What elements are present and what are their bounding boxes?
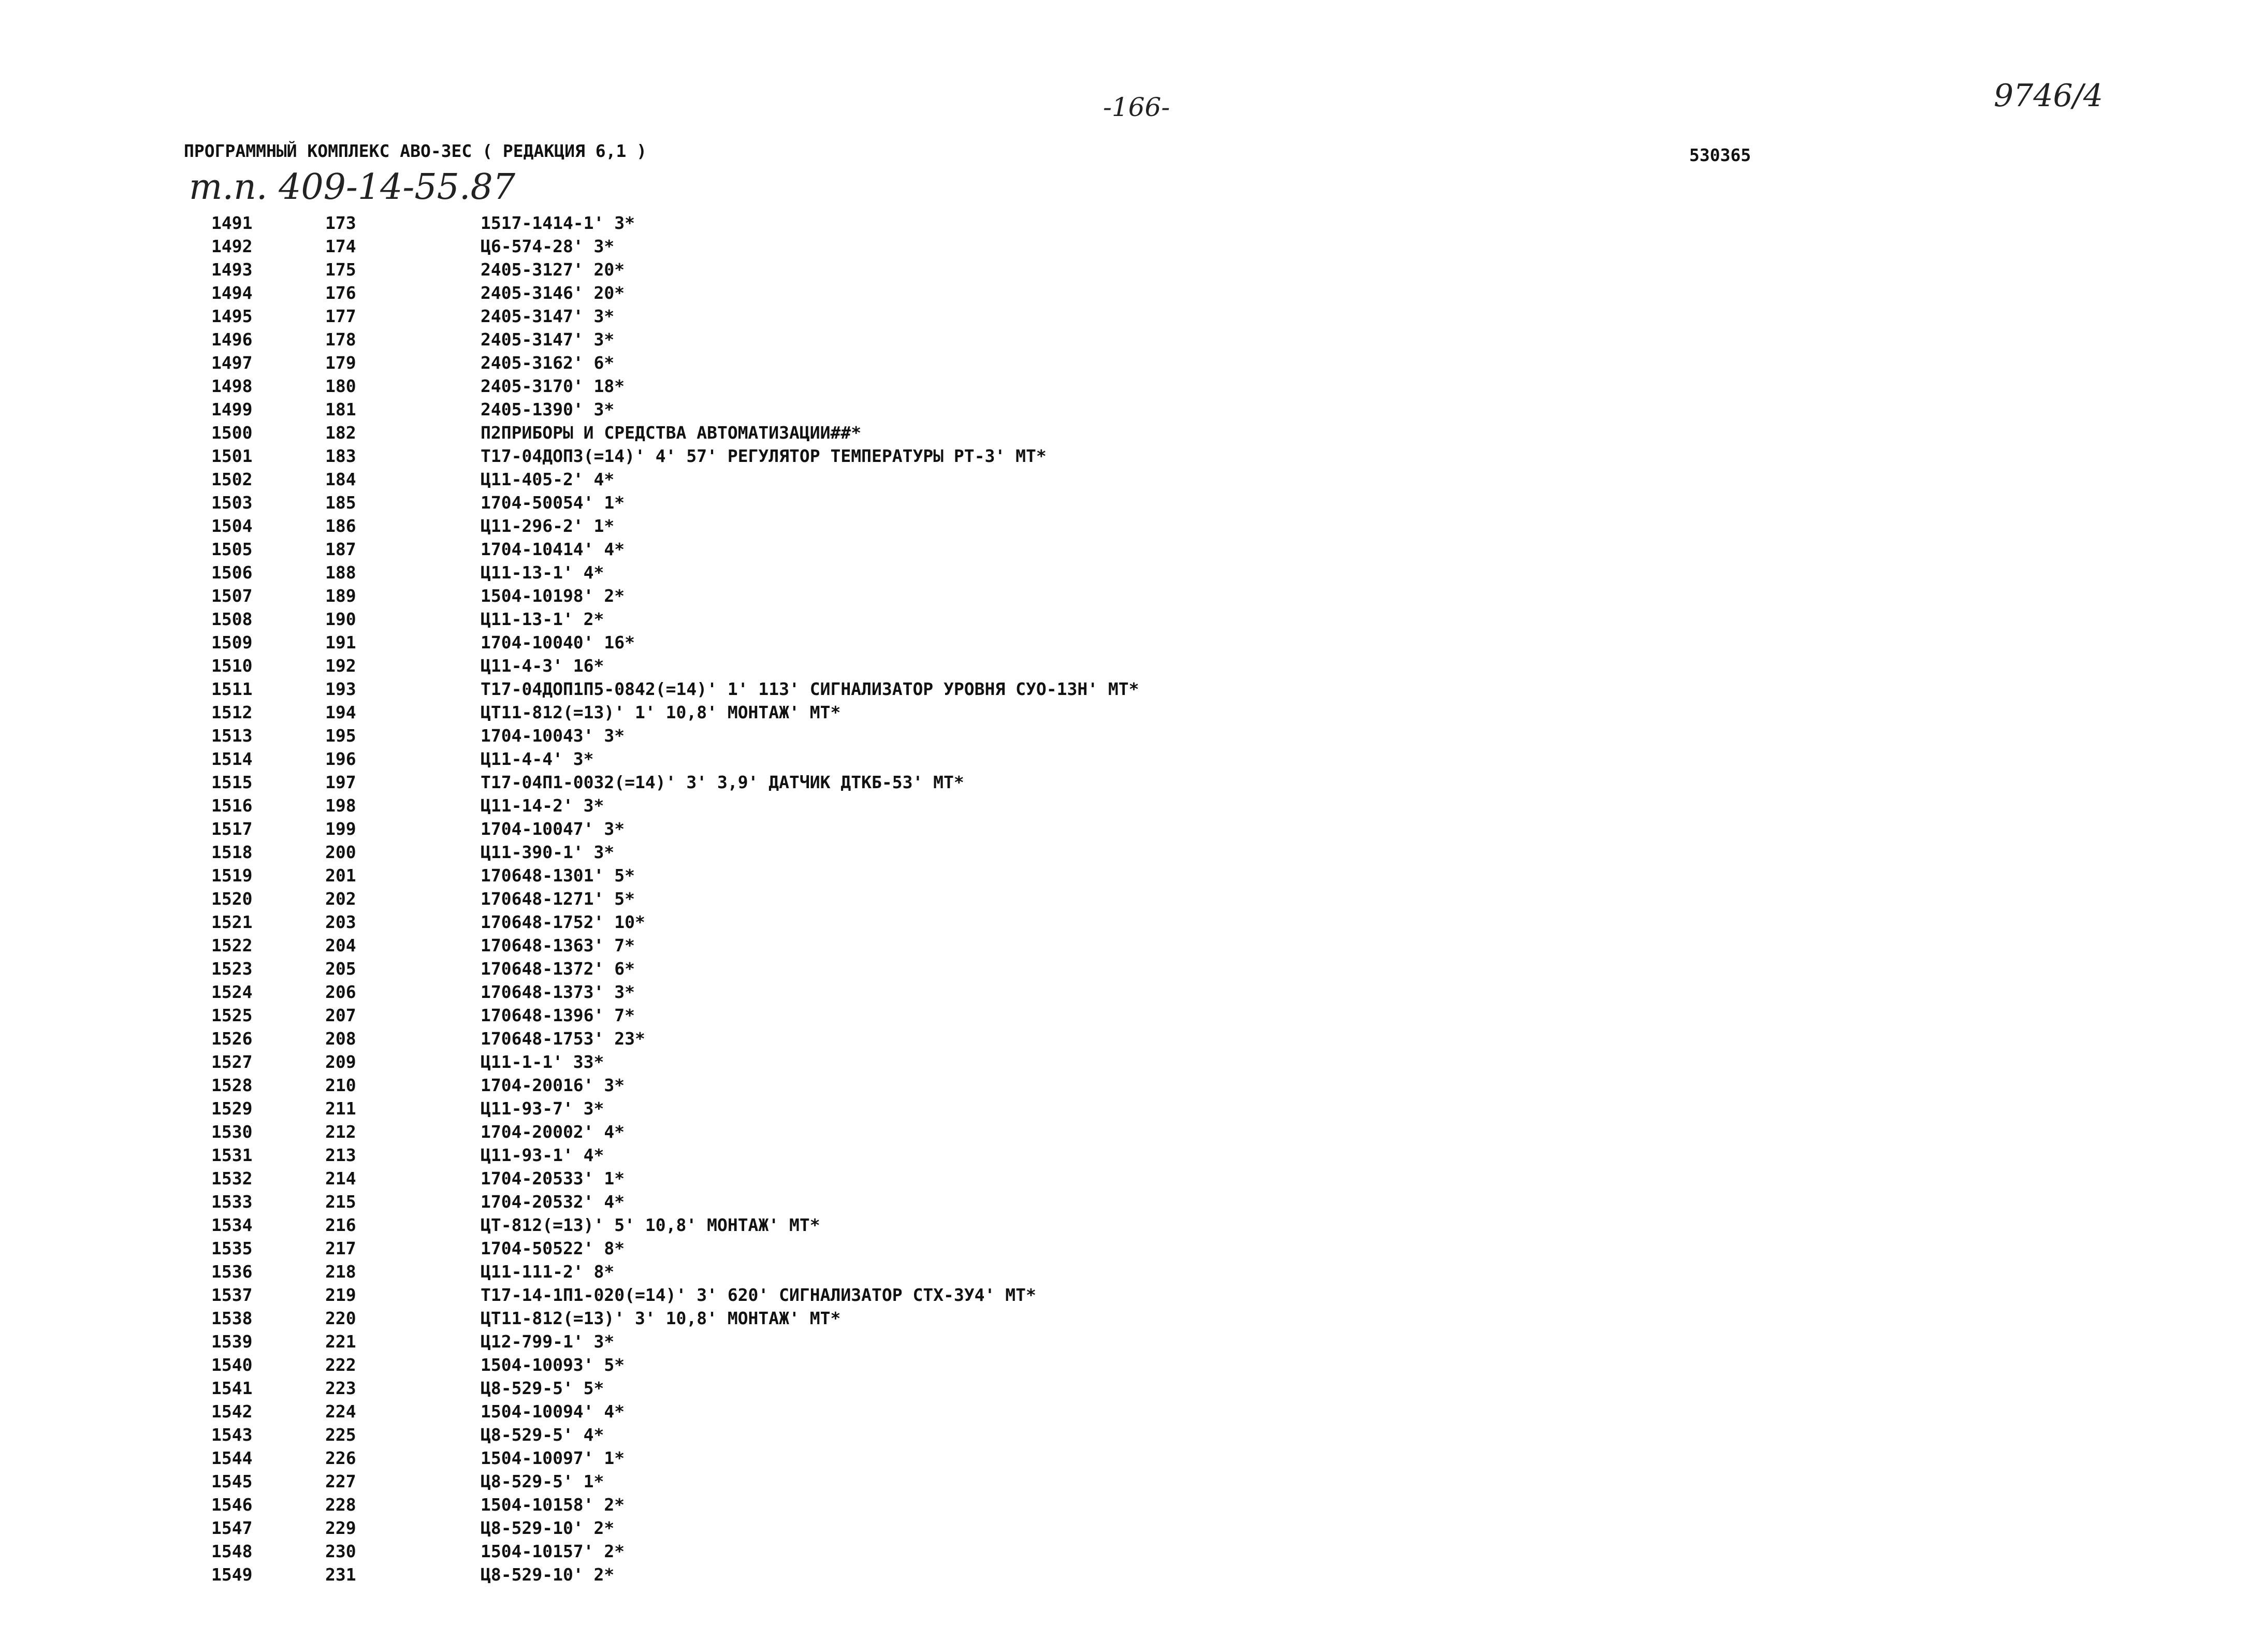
item-code: Ц8-529-5' 5* [481,1378,604,1398]
table-row [211,1540,1868,1563]
row-number: 1495 [211,306,253,326]
item-code: Т17-04ДОП1П5-0842(=14)' 1' 113' СИГНАЛИЗАТОР УРОВНЯ СУО-13Н' МТ* [481,679,1139,699]
row-number: 1548 [211,1541,253,1561]
row-number: 1526 [211,1028,253,1049]
row-number: 1516 [211,795,253,816]
table-row [211,211,1868,235]
row-number: 1530 [211,1122,253,1142]
row-number: 1522 [211,935,253,955]
table-row [211,817,1868,841]
item-code: Ц6-574-28' 3* [481,236,615,256]
table-row [211,235,1868,258]
item-code: 170648-1752' 10* [481,912,645,932]
table-row [211,351,1868,374]
item-code: 1504-10097' 1* [481,1448,625,1468]
table-row [211,1423,1868,1446]
table-row [211,1330,1868,1353]
table-row [211,1353,1868,1376]
table-row [211,1283,1868,1307]
row-number: 1527 [211,1052,253,1072]
item-code: 170648-1373' 3* [481,982,635,1002]
item-number: 220 [325,1308,356,1328]
table-row [211,607,1868,631]
item-code: Т17-04ДОП3(=14)' 4' 57' РЕГУЛЯТОР ТЕМПЕРАТУРЫ РТ-3' МТ* [481,446,1047,466]
table-row [211,980,1868,1004]
item-code: 1704-10414' 4* [481,539,625,559]
table-row [211,421,1868,444]
item-code: Ц8-529-10' 2* [481,1518,615,1538]
item-code: Ц11-13-1' 4* [481,562,604,583]
item-number: 194 [325,702,356,722]
table-row [211,887,1868,910]
row-number: 1494 [211,283,253,303]
row-number: 1518 [211,842,253,862]
item-code: 1704-20002' 4* [481,1122,625,1142]
item-code: 1704-10047' 3* [481,819,625,839]
table-row [211,677,1868,701]
item-code: Т17-14-1П1-020(=14)' 3' 620' СИГНАЛИЗАТОР СТХ-3У4' МТ* [481,1285,1036,1305]
row-number: 1517 [211,819,253,839]
row-number: 1531 [211,1145,253,1165]
row-number: 1547 [211,1518,253,1538]
table-row [211,864,1868,887]
table-row [211,747,1868,771]
table-row [211,1563,1868,1586]
item-number: 197 [325,772,356,792]
row-number: 1514 [211,749,253,769]
table-row [211,1237,1868,1260]
item-code: 2405-3146' 20* [481,283,625,303]
item-code: Ц11-390-1' 3* [481,842,615,862]
table-row [211,561,1868,584]
row-number: 1536 [211,1262,253,1282]
row-number: 1523 [211,959,253,979]
table-row [211,910,1868,934]
item-code: 170648-1372' 6* [481,959,635,979]
row-number: 1540 [211,1355,253,1375]
item-code: 1517-1414-1' 3* [481,213,635,233]
table-row [211,724,1868,747]
item-number: 199 [325,819,356,839]
item-code: Ц11-14-2' 3* [481,795,604,816]
item-code: 1704-50522' 8* [481,1238,625,1258]
item-code: Ц11-4-3' 16* [481,656,604,676]
item-number: 221 [325,1331,356,1352]
item-number: 205 [325,959,356,979]
row-number: 1503 [211,492,253,513]
item-number: 202 [325,889,356,909]
row-number: 1492 [211,236,253,256]
item-number: 185 [325,492,356,513]
table-row [211,1213,1868,1237]
item-code: 170648-1271' 5* [481,889,635,909]
row-number: 1513 [211,726,253,746]
item-code: Ц11-1-1' 33* [481,1052,604,1072]
item-number: 174 [325,236,356,256]
item-code: 1504-10158' 2* [481,1495,625,1515]
table-row [211,491,1868,514]
item-number: 176 [325,283,356,303]
item-code: 170648-1363' 7* [481,935,635,955]
document-code: 9746/4 [1994,78,2104,114]
item-code: Ц11-405-2' 4* [481,469,615,489]
item-number: 226 [325,1448,356,1468]
row-number: 1496 [211,329,253,350]
item-code: 1504-10198' 2* [481,586,625,606]
item-number: 190 [325,609,356,629]
row-number: 1544 [211,1448,253,1468]
table-row [211,328,1868,351]
item-code: 1504-10094' 4* [481,1401,625,1422]
row-number: 1491 [211,213,253,233]
item-number: 189 [325,586,356,606]
item-number: 186 [325,516,356,536]
row-number: 1521 [211,912,253,932]
item-number: 182 [325,423,356,443]
row-number: 1512 [211,702,253,722]
item-number: 198 [325,795,356,816]
row-number: 1507 [211,586,253,606]
item-code: 2405-3162' 6* [481,353,615,373]
header-title: ПРОГРАММНЫЙ КОМПЛЕКС АВО-3ЕС ( РЕДАКЦИЯ 6,1 ) [184,141,647,161]
table-row [211,258,1868,281]
row-number: 1541 [211,1378,253,1398]
table-row [211,654,1868,677]
table-row [211,305,1868,328]
table-row [211,631,1868,654]
table-row [211,1516,1868,1540]
row-number: 1533 [211,1192,253,1212]
table-row [211,584,1868,607]
table-row [211,1260,1868,1283]
table-row [211,468,1868,491]
item-number: 216 [325,1215,356,1235]
row-number: 1499 [211,399,253,419]
table-row [211,514,1868,538]
item-code: 1704-10040' 16* [481,632,635,653]
item-number: 195 [325,726,356,746]
table-row [211,1027,1868,1050]
row-number: 1515 [211,772,253,792]
item-number: 228 [325,1495,356,1515]
table-row [211,794,1868,817]
table-row [211,1470,1868,1493]
item-code: 1504-10093' 5* [481,1355,625,1375]
row-number: 1511 [211,679,253,699]
table-row [211,957,1868,980]
item-code: 170648-1396' 7* [481,1005,635,1025]
table-row [211,281,1868,305]
item-number: 187 [325,539,356,559]
item-number: 188 [325,562,356,583]
item-number: 181 [325,399,356,419]
item-number: 207 [325,1005,356,1025]
item-number: 222 [325,1355,356,1375]
item-number: 178 [325,329,356,350]
table-row [211,1050,1868,1074]
item-code: Ц11-111-2' 8* [481,1262,615,1282]
table-row [211,1190,1868,1213]
item-code: 170648-1753' 23* [481,1028,645,1049]
item-code: ЦТ-812(=13)' 5' 10,8' МОНТАЖ' МТ* [481,1215,820,1235]
item-number: 192 [325,656,356,676]
item-number: 180 [325,376,356,396]
table-row [211,374,1868,398]
item-number: 175 [325,259,356,280]
table-row [211,1307,1868,1330]
item-code: 1704-20016' 3* [481,1075,625,1095]
row-number: 1493 [211,259,253,280]
table-row [211,1446,1868,1470]
item-number: 210 [325,1075,356,1095]
item-code: 1704-20533' 1* [481,1168,625,1189]
item-number: 219 [325,1285,356,1305]
row-number: 1543 [211,1425,253,1445]
item-number: 191 [325,632,356,653]
row-number: 1504 [211,516,253,536]
row-number: 1519 [211,865,253,886]
row-number: 1537 [211,1285,253,1305]
row-number: 1528 [211,1075,253,1095]
row-number: 1524 [211,982,253,1002]
item-code: ЦТ11-812(=13)' 3' 10,8' МОНТАЖ' МТ* [481,1308,841,1328]
item-code: Ц8-529-10' 2* [481,1564,615,1585]
page-number: -166- [1103,92,1170,122]
row-number: 1510 [211,656,253,676]
table-row [211,538,1868,561]
item-number: 177 [325,306,356,326]
row-number: 1542 [211,1401,253,1422]
item-code: П2ПРИБОРЫ И СРЕДСТВА АВТОМАТИЗАЦИИ##* [481,423,862,443]
table-row [211,1074,1868,1097]
row-number: 1502 [211,469,253,489]
listing-table [211,211,1868,1586]
item-number: 223 [325,1378,356,1398]
item-number: 215 [325,1192,356,1212]
item-code: 2405-3147' 3* [481,329,615,350]
item-code: Ц11-13-1' 2* [481,609,604,629]
item-code: ЦТ11-812(=13)' 1' 10,8' МОНТАЖ' МТ* [481,702,841,722]
item-code: 170648-1301' 5* [481,865,635,886]
item-code: 2405-3170' 18* [481,376,625,396]
item-code: 1704-20532' 4* [481,1192,625,1212]
item-number: 184 [325,469,356,489]
item-number: 208 [325,1028,356,1049]
table-row [211,1493,1868,1516]
row-number: 1535 [211,1238,253,1258]
item-number: 218 [325,1262,356,1282]
row-number: 1520 [211,889,253,909]
item-number: 225 [325,1425,356,1445]
item-code: 2405-3127' 20* [481,259,625,280]
item-code: 1704-50054' 1* [481,492,625,513]
table-row [211,1167,1868,1190]
row-number: 1498 [211,376,253,396]
row-number: 1508 [211,609,253,629]
row-number: 1546 [211,1495,253,1515]
item-code: Ц8-529-5' 4* [481,1425,604,1445]
header-id: 530365 [1689,145,1751,165]
item-number: 217 [325,1238,356,1258]
item-number: 212 [325,1122,356,1142]
row-number: 1539 [211,1331,253,1352]
table-row [211,1400,1868,1423]
item-number: 200 [325,842,356,862]
item-number: 193 [325,679,356,699]
row-number: 1497 [211,353,253,373]
item-code: Ц11-93-7' 3* [481,1098,604,1119]
item-number: 173 [325,213,356,233]
item-number: 196 [325,749,356,769]
item-code: 1704-10043' 3* [481,726,625,746]
item-number: 206 [325,982,356,1002]
row-number: 1505 [211,539,253,559]
row-number: 1525 [211,1005,253,1025]
item-code: 2405-1390' 3* [481,399,615,419]
row-number: 1534 [211,1215,253,1235]
table-row [211,841,1868,864]
item-number: 204 [325,935,356,955]
row-number: 1500 [211,423,253,443]
item-number: 179 [325,353,356,373]
row-number: 1506 [211,562,253,583]
item-code: Т17-04П1-0032(=14)' 3' 3,9' ДАТЧИК ДТКБ-53' МТ* [481,772,964,792]
row-number: 1529 [211,1098,253,1119]
item-number: 209 [325,1052,356,1072]
item-number: 224 [325,1401,356,1422]
item-code: Ц11-4-4' 3* [481,749,594,769]
item-code: Ц12-799-1' 3* [481,1331,615,1352]
table-row [211,1097,1868,1120]
row-number: 1538 [211,1308,253,1328]
table-row [211,444,1868,468]
item-number: 213 [325,1145,356,1165]
table-row [211,398,1868,421]
item-number: 214 [325,1168,356,1189]
item-number: 203 [325,912,356,932]
table-row [211,701,1868,724]
row-number: 1549 [211,1564,253,1585]
item-code: Ц8-529-5' 1* [481,1471,604,1491]
item-code: 1504-10157' 2* [481,1541,625,1561]
table-row [211,934,1868,957]
row-number: 1509 [211,632,253,653]
item-number: 231 [325,1564,356,1585]
item-number: 227 [325,1471,356,1491]
item-number: 201 [325,865,356,886]
item-number: 230 [325,1541,356,1561]
table-row [211,1143,1868,1167]
row-number: 1501 [211,446,253,466]
item-number: 211 [325,1098,356,1119]
item-number: 229 [325,1518,356,1538]
item-number: 183 [325,446,356,466]
table-row [211,1004,1868,1027]
row-number: 1532 [211,1168,253,1189]
row-number: 1545 [211,1471,253,1491]
item-code: 2405-3147' 3* [481,306,615,326]
project-code: т.п. 409-14-55.87 [189,167,516,208]
item-code: Ц11-296-2' 1* [481,516,615,536]
table-row [211,1120,1868,1143]
table-row [211,1376,1868,1400]
item-code: Ц11-93-1' 4* [481,1145,604,1165]
table-row [211,771,1868,794]
